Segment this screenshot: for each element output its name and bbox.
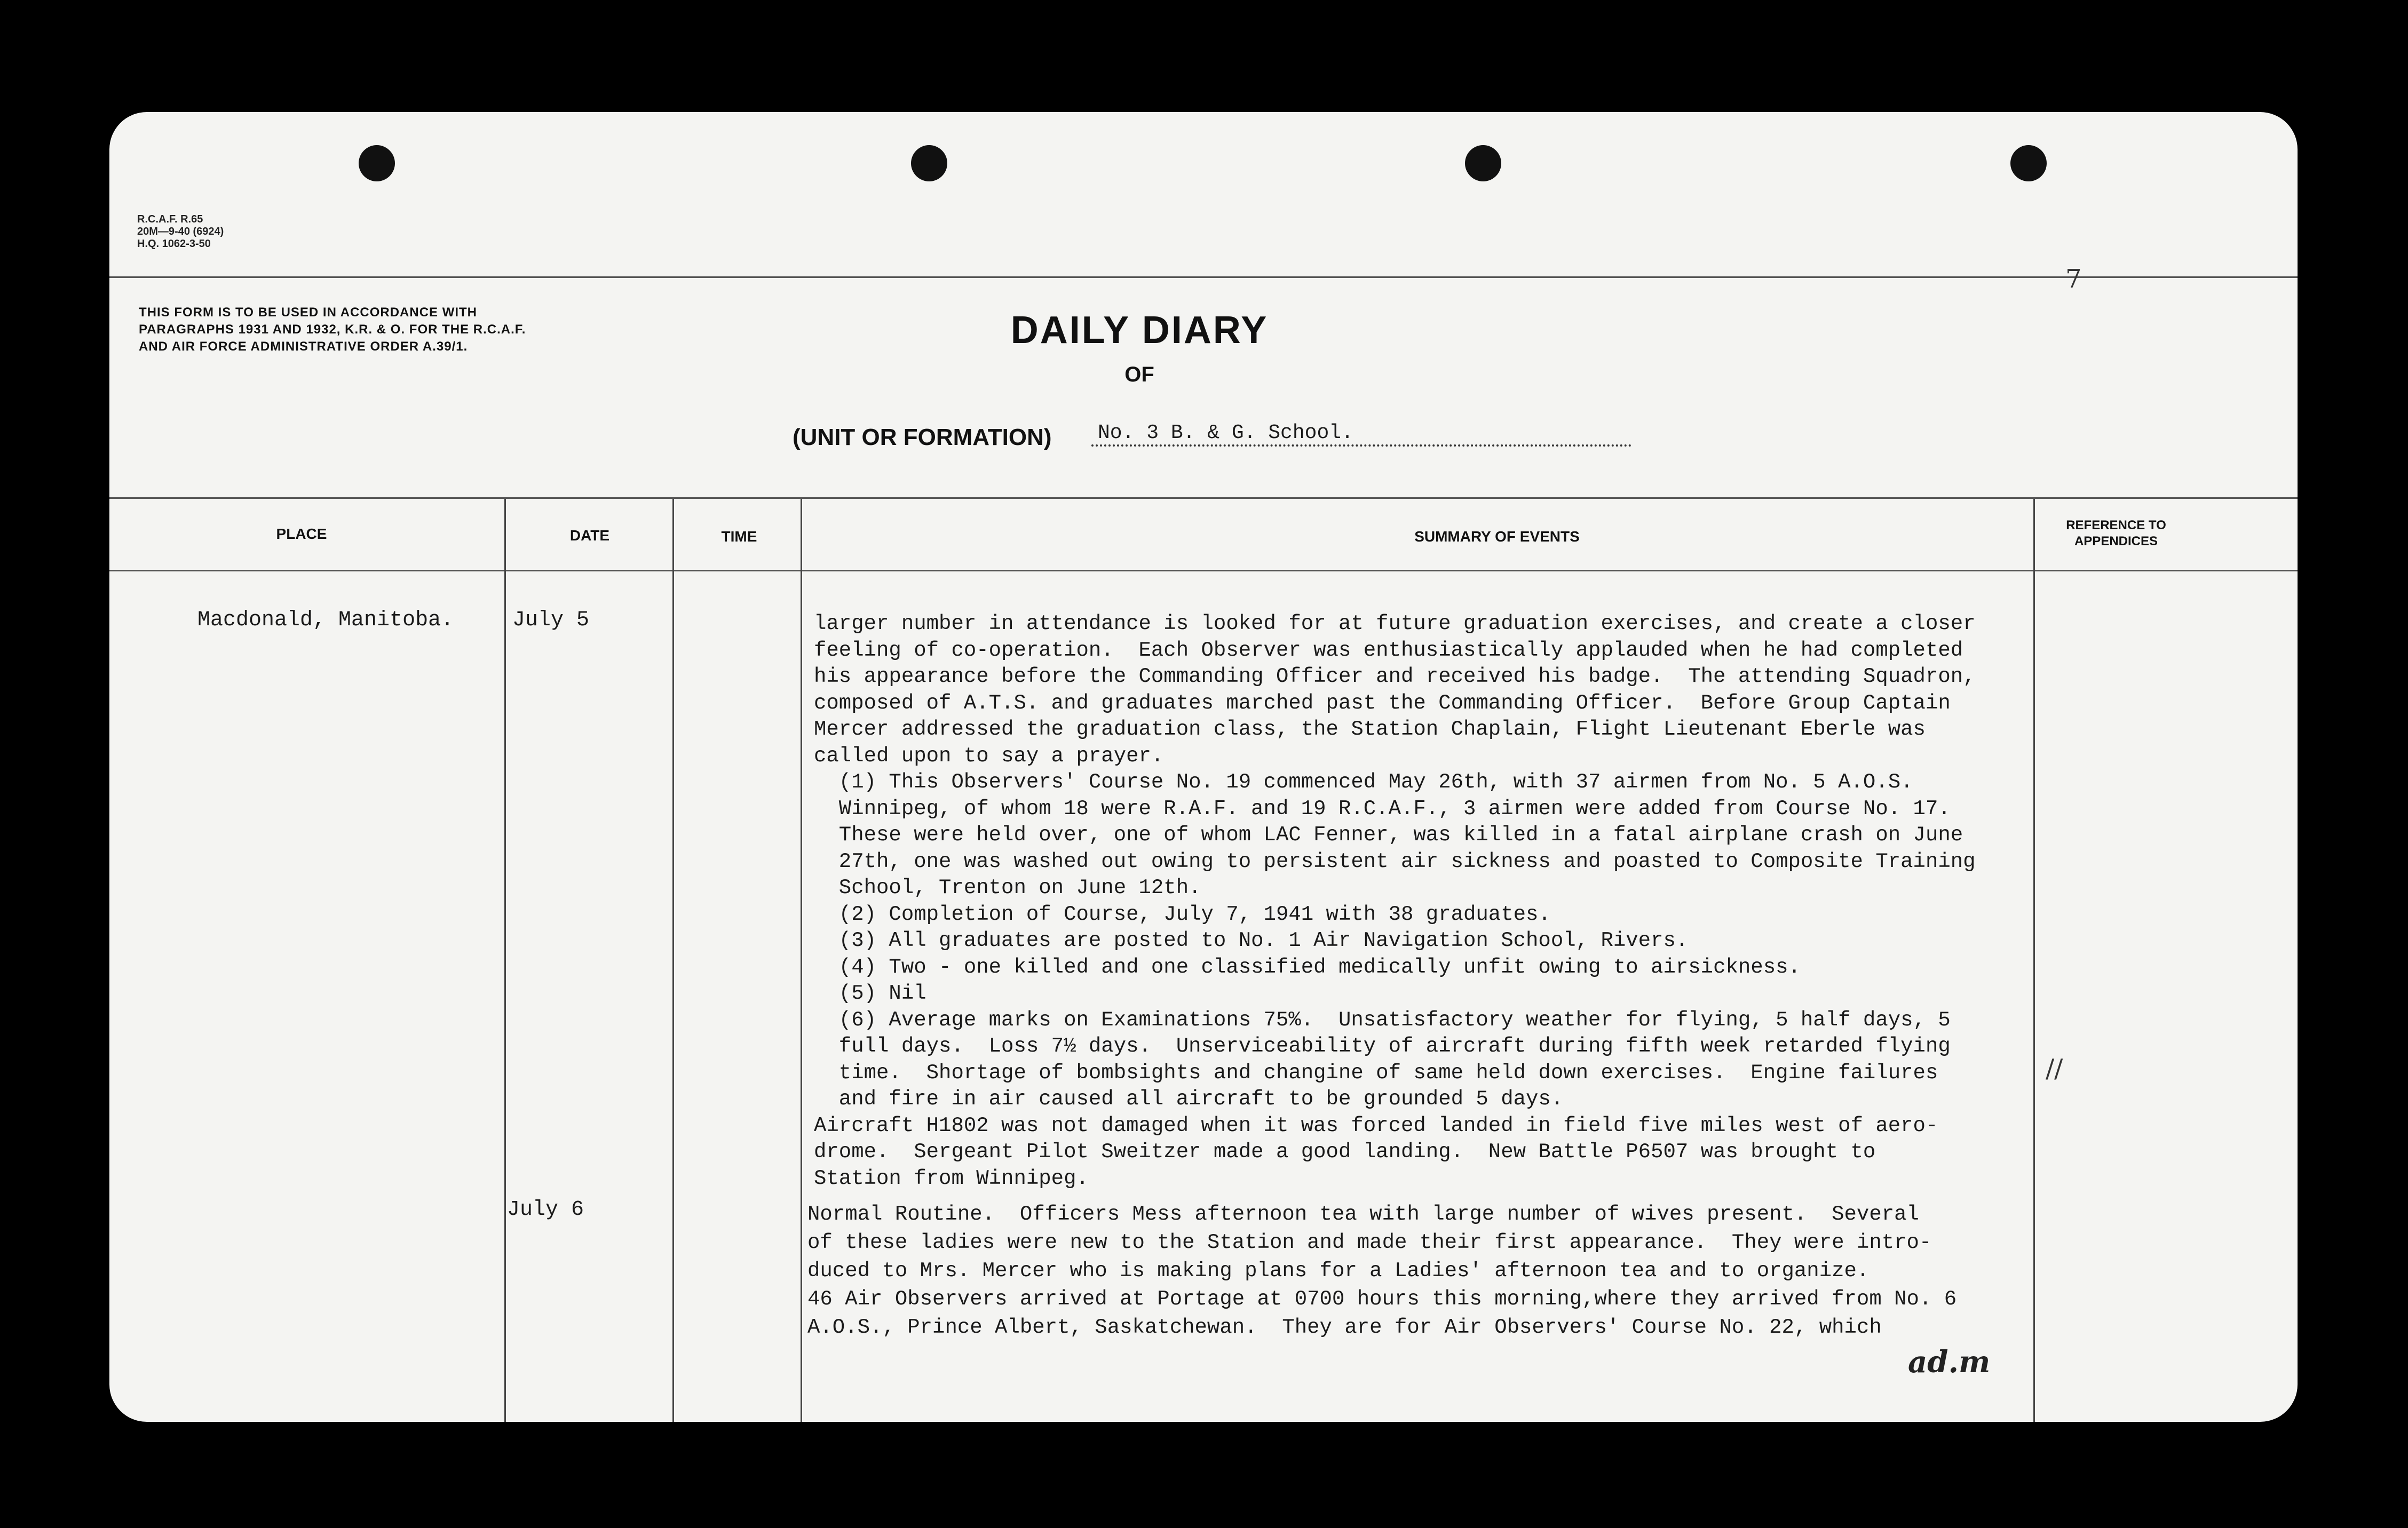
summary-entry-july-5: larger number in attendance is looked for at future graduation exercises, and create a closer feeling of co-operation. Each Observer was enthusiastically applauded when he had completed his appearance before the Commanding Officer and received his badge. The attending Squadron, composed of A.T.S. and graduates marched past the Commanding Officer. Before Group Captain Mercer addressed the graduation class, the Station Chaplain, Flight Lieutenant Eberle was called upon to say a prayer. (1) This Observers' Course No. 19 commenced May 26th, with 37 airmen from No. 5 A.O.S. Winnipeg, of whom 18 were R.A.F. and 19 R.C.A.F., 3 airmen were added from Course No. 17. These were held over, one of whom LAC Fenner, was killed in a fatal airplane crash on June 27th, one was washed out owing to persistent air sickness and poasted to Composite Training School, Trenton on June 12th. (2) Completion of Course, July 7, 1941 with 38 graduates. (3) All graduates are posted to No. 1 Air Navigation School, Rivers. (4) Two - one killed and one classified medically unfit owing to airsickness. (5) Nil (6) Average marks on Examinations 75%. Unsatisfactory weather for flying, 5 half days, 5 full days. Loss 7½ days. Unserviceability of aircraft during fifth week retarded flying time. Shortage of bombsights and changine of same held down exercises. Engine failures and fire in air caused all aircraft to be grounded 5 days. Aircraft H1802 was not damaged when it was forced landed in field five miles west of aero- drome. Sergeant Pilot Sweitzer made a good landing. New Battle P6507 was brought to Station from Winnipeg.: [814, 612, 1976, 1190]
table-header-rule: [109, 570, 2298, 571]
title-of: OF: [1124, 363, 1154, 386]
binder-hole: [1465, 145, 1501, 181]
entry-place: Macdonald, Manitoba.: [197, 608, 454, 632]
binder-hole: [359, 145, 395, 181]
column-header-place: PLACE: [276, 526, 327, 542]
diary-form-card: [109, 112, 2298, 1422]
entry-date: July 5: [512, 608, 590, 632]
column-header-time: TIME: [721, 528, 757, 545]
unit-value: No. 3 B. & G. School.: [1091, 421, 1631, 447]
form-code-line: R.C.A.F. R.65: [137, 213, 203, 225]
header-rule: [109, 276, 2298, 278]
page-title: DAILY DIARY: [1010, 309, 1269, 352]
column-divider: [672, 499, 674, 1422]
column-header-date: DATE: [569, 527, 610, 544]
entry-date: July 6: [507, 1198, 584, 1222]
corner-mark: 7: [2065, 264, 2082, 294]
form-instructions: THIS FORM IS TO BE USED IN ACCORDANCE WITH PARAGRAPHS 1931 AND 1932, K.R. & O. FOR THE R.C.A.F. AND AIR FORCE ADMINISTRATIVE ORDER A.39/1.: [139, 305, 526, 354]
unit-label: (UNIT OR FORMATION): [793, 424, 1052, 450]
reference-mark: //: [2046, 1054, 2063, 1084]
column-divider: [801, 499, 802, 1422]
initials-signature: ad.m: [1908, 1344, 1991, 1380]
form-code-line: 20M—9-40 (6924): [137, 226, 224, 237]
table-top-rule: [109, 497, 2298, 499]
form-code-line: H.Q. 1062-3-50: [137, 238, 211, 250]
column-header-reference: REFERENCE TO APPENDICES: [2066, 518, 2166, 548]
summary-entry-july-6: Normal Routine. Officers Mess afternoon tea with large number of wives present. Several of these ladies were new to the Station and made their first appearance. They were intro- duced to Mrs. Mercer who is making plans for a Ladies' afternoon tea and to organize. 46 Air Observers arrived at Portage at 0700 hours this morning,where they arrived from No. 6 A.O.S., Prince Albert, Saskatchewan. They are for Air Observers' Course No. 22, which: [807, 1203, 1957, 1339]
form-code: [137, 213, 224, 250]
column-header-summary: SUMMARY OF EVENTS: [1414, 528, 1580, 545]
binder-hole: [911, 145, 947, 181]
column-divider: [504, 499, 506, 1422]
binder-hole: [2010, 145, 2047, 181]
